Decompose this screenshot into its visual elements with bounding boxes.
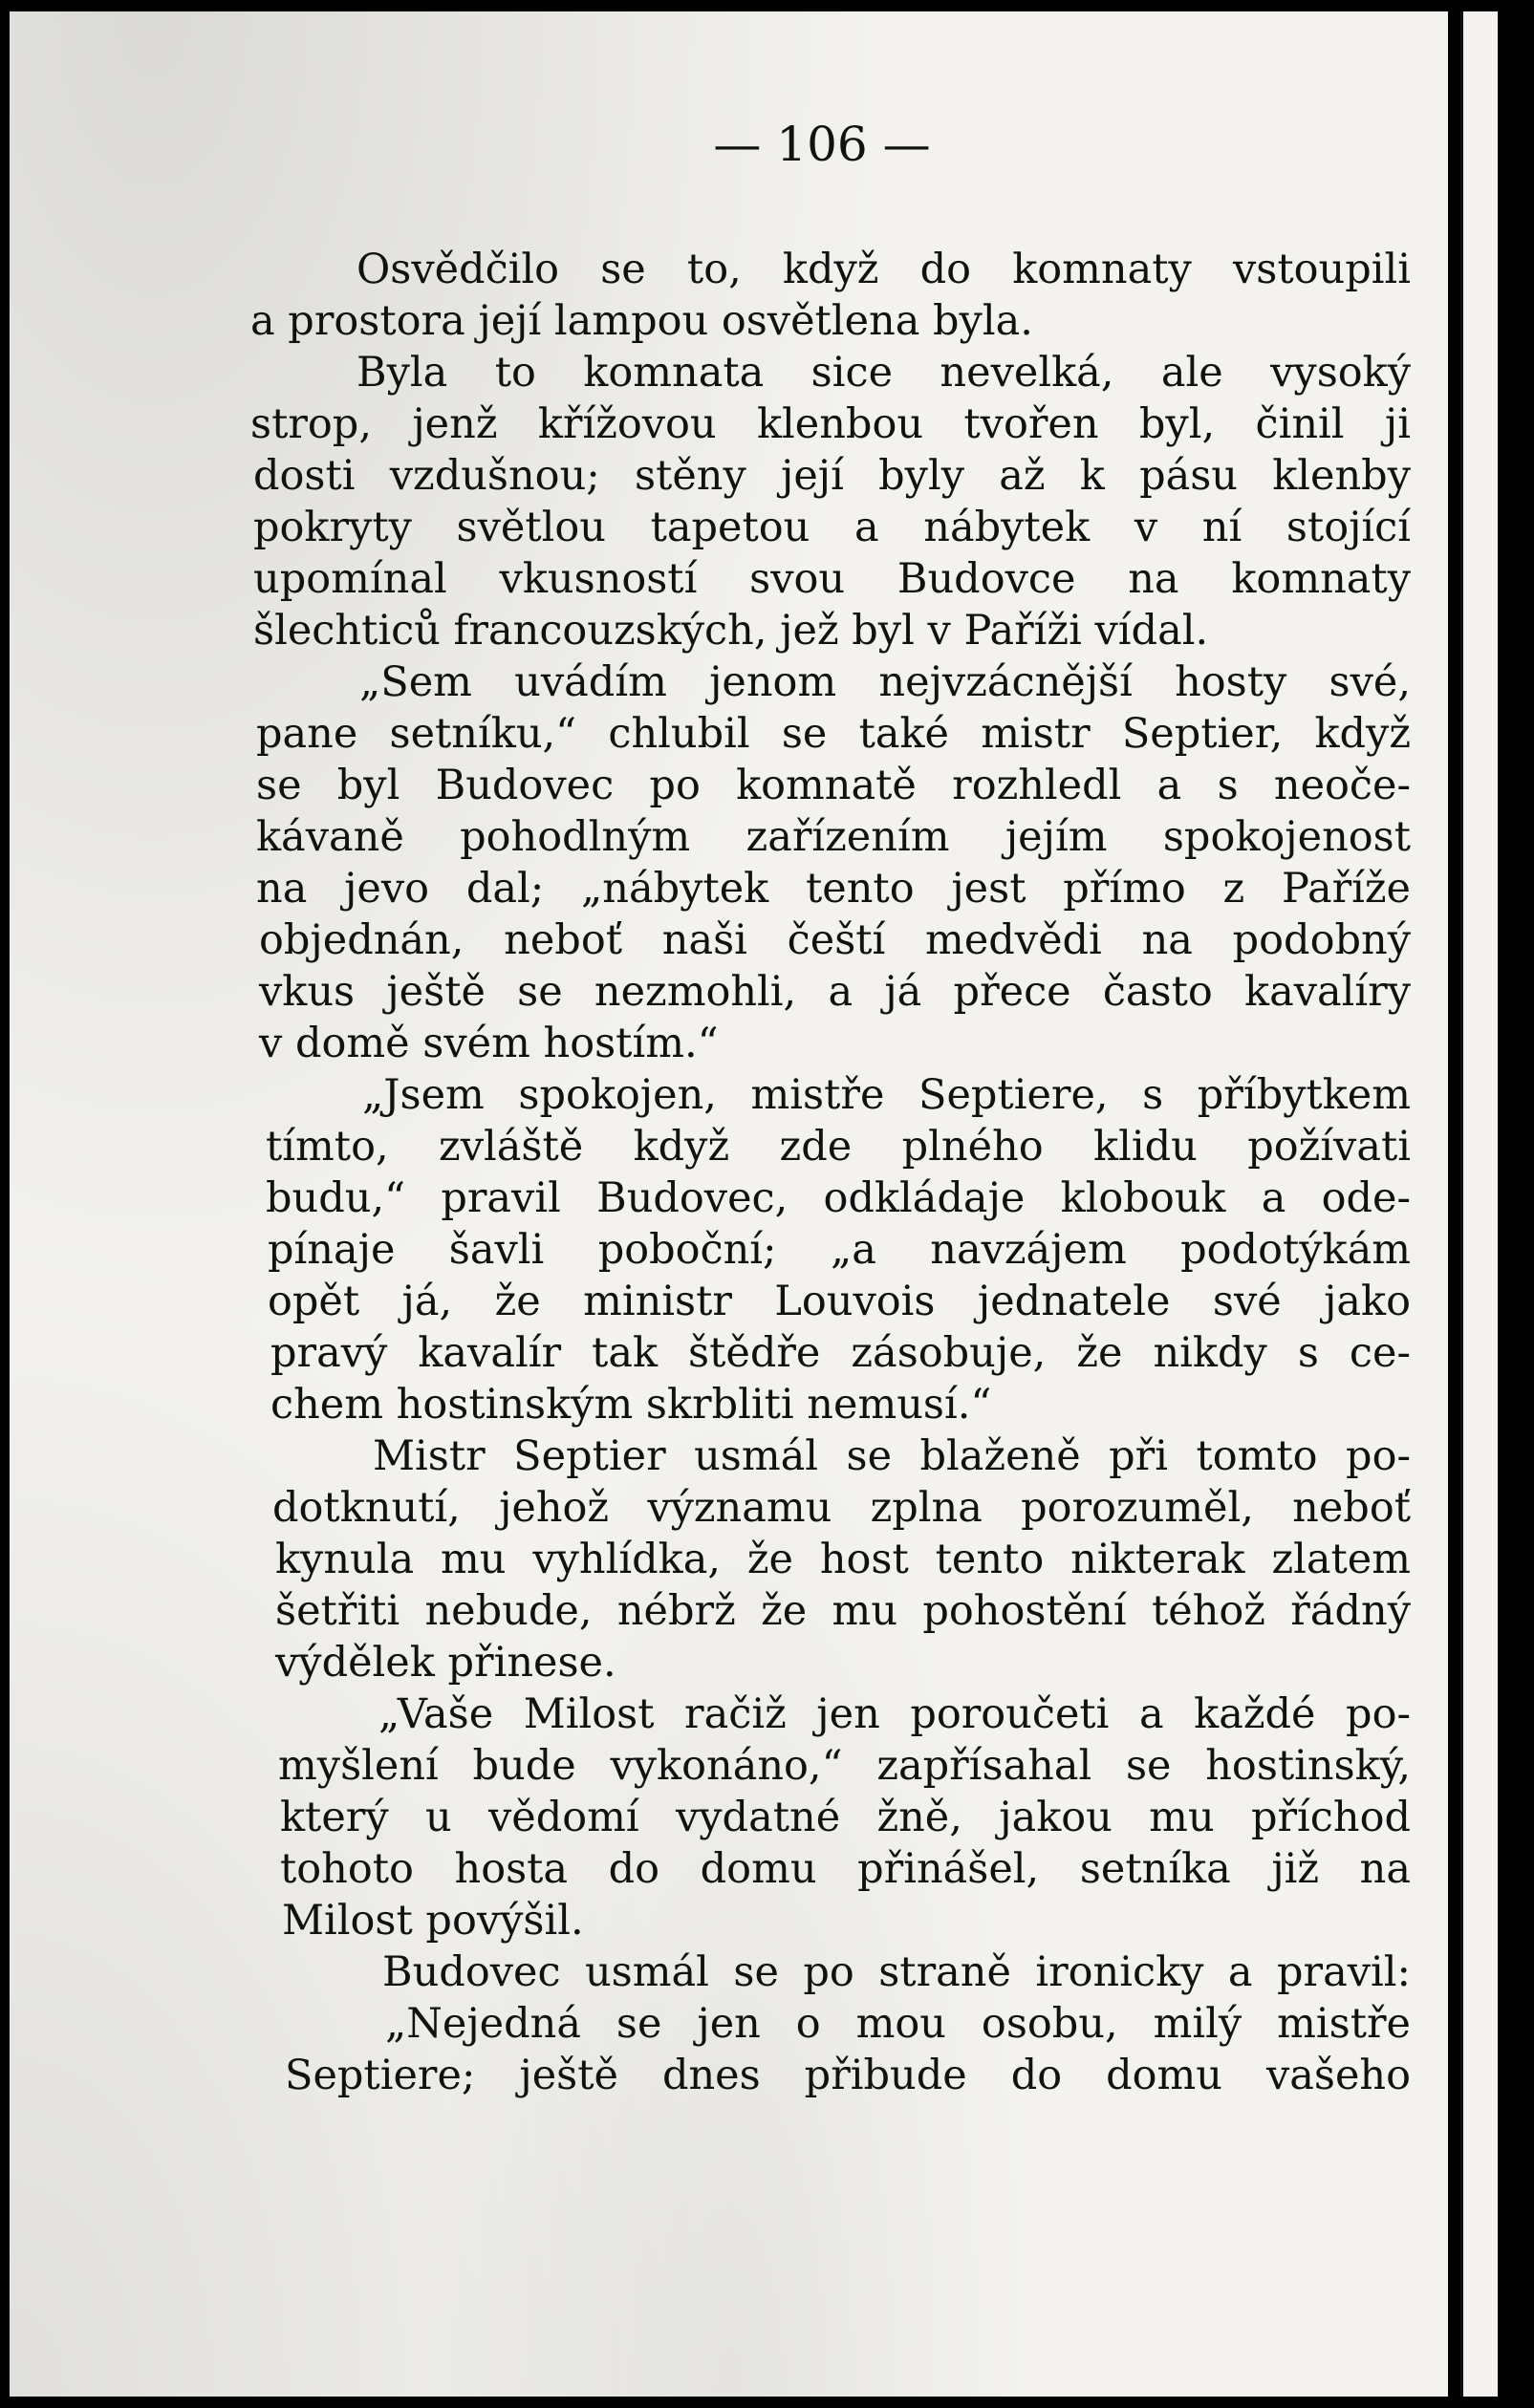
text-line: na jevo dal; „nábytek tento jest přímo z Paříže [256,865,1411,913]
text-line: „Nejedná se jen o mou osobu, milý mistře [385,2000,1411,2048]
text-line: Byla to komnata sice nevelká, ale vysoký [356,349,1411,397]
text-line: Milost povýšil. [282,1897,584,1945]
text-line: kynula mu vyhlídka, že host tento nikterak zlatem [275,1536,1411,1583]
text-line: budu,“ pravil Budovec, odkládaje klobouk a ode- [266,1174,1411,1222]
adjacent-page-edge [1460,11,1498,2397]
text-line: objednán, neboť naši čeští medvědi na podobný [259,916,1411,964]
text-line: „Vaše Milost račiž jen poroučeti a každé po- [378,1690,1411,1738]
text-line: pravý kavalír tak štědře zásobuje, že nikdy s ce- [270,1329,1411,1377]
text-line: vkus ještě se nezmohli, a já přece často kavalíry [259,968,1411,1016]
text-line: myšlení bude vykonáno,“ zapřísahal se hostinský, [278,1742,1411,1790]
text-line: šetřiti nebude, nébrž že mu pohostění téhož řádný [275,1587,1411,1635]
text-line: „Sem uvádím jenom nejvzácnější hosty své, [359,658,1411,706]
text-line: šlechticů francouzských, jež byl v Paříži vídal. [253,607,1209,655]
text-line: pane setníku,“ chlubil se také mistr Septier, když [256,710,1411,758]
text-line: tohoto hosta do domu přinášel, setníka již na [280,1845,1411,1893]
text-line: tímto, zvláště když zde plného klidu požívati [266,1123,1411,1171]
text-line: kávaně pohodlným zařízením jejím spokojenost [256,813,1411,861]
text-line: chem hostinským skrbliti nemusí.“ [270,1381,992,1429]
text-line: pínaje šavli poboční; „a navzájem podotýkám [268,1226,1411,1274]
page-number: — 106 — [713,117,931,172]
text-line: pokryty světlou tapetou a nábytek v ní stojící [253,504,1411,551]
text-line: a prostora její lampou osvětlena byla. [250,297,1033,345]
text-line: strop, jenž křížovou klenbou tvořen byl, činil ji [250,400,1411,448]
text-line: „Jsem spokojen, mistře Septiere, s příbytkem [362,1071,1411,1119]
text-line: opět já, že ministr Louvois jednatele své jako [268,1278,1411,1325]
text-line: Osvědčilo se to, když do komnaty vstoupili [356,246,1411,293]
text-line: upomínal vkusností svou Budovce na komnaty [253,555,1411,603]
text-line: dosti vzdušnou; stěny její byly až k pásu klenby [253,452,1411,500]
text-line: Budovec usmál se po straně ironicky a pravil: [382,1948,1411,1996]
text-line: který u vědomí vydatné žně, jakou mu příchod [280,1794,1411,1841]
text-line: se byl Budovec po komnatě rozhledl a s neoče- [256,762,1411,809]
text-line: Septiere; ještě dnes přibude do domu vašeho [285,2052,1411,2099]
text-line: dotknutí, jehož významu zplna porozuměl, neboť [272,1484,1411,1532]
text-line: Mistr Septier usmál se blaženě při tomto po- [373,1432,1411,1480]
text-line: v domě svém hostím.“ [259,1020,719,1067]
text-line: výdělek přinese. [275,1639,616,1687]
